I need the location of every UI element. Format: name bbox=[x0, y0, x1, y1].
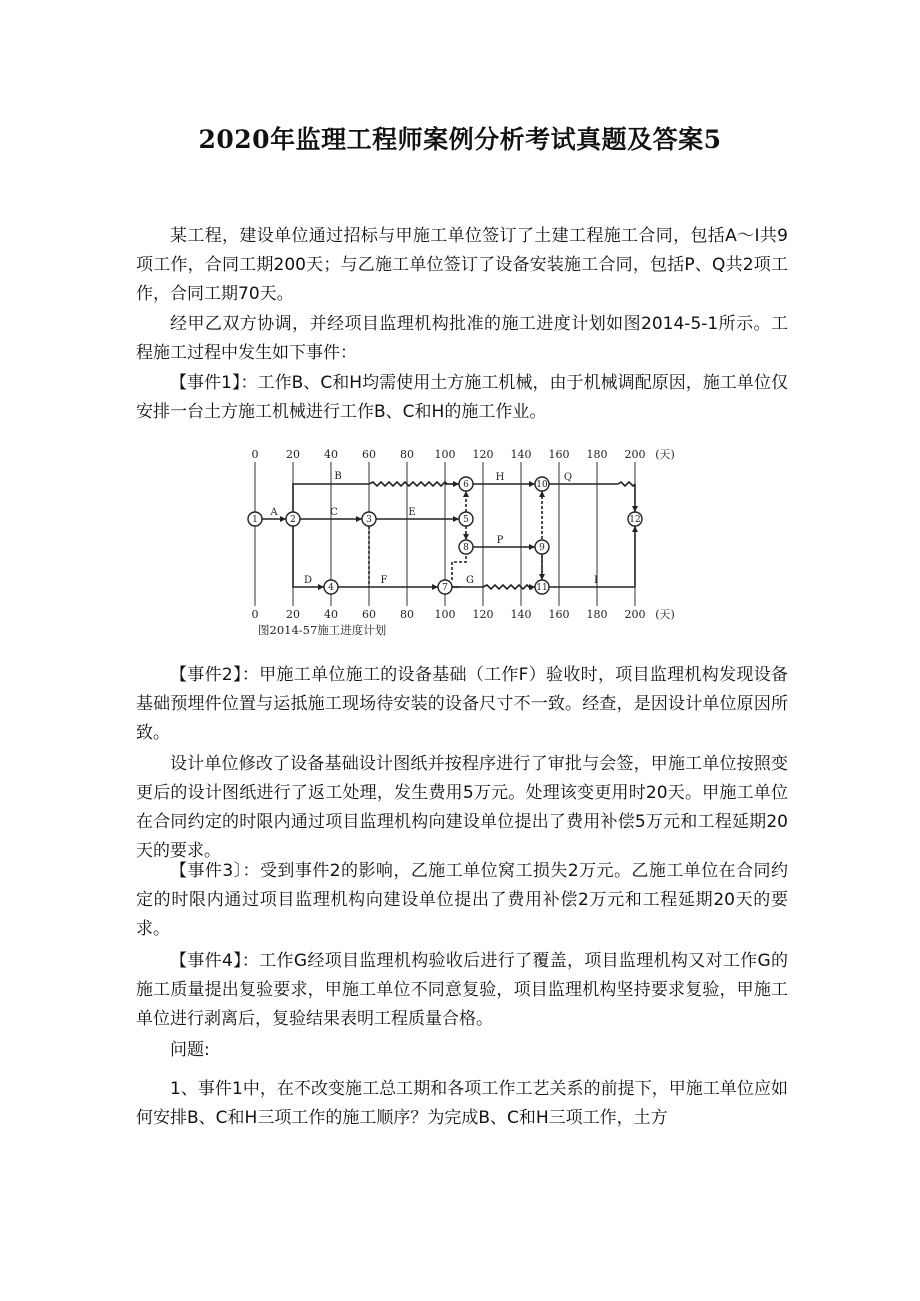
node-label: 11 bbox=[536, 583, 548, 593]
tick-label: 80 bbox=[400, 608, 414, 621]
activity-arrows bbox=[262, 482, 635, 589]
paragraph-event-2: 【事件2】：甲施工单位施工的设备基础（工作F）验收时，项目监理机构发现设备基础预埋件位置与运抵施工现场待安装的设备尺寸不一致。经查，是因设计单位原因所致。 bbox=[136, 665, 788, 743]
node-label: 3 bbox=[366, 515, 372, 525]
activity-label-f: F bbox=[380, 575, 388, 586]
node-label: 10 bbox=[536, 480, 548, 490]
activity-labels bbox=[269, 471, 598, 586]
paragraph-event-4: 【事件4】：工作G经项目监理机构验收后进行了覆盖，项目监理机构又对工作G的施工质量提出复验要求，甲施工单位不同意复验，项目监理机构坚持要求复验，甲施工单位进行剥离后，复验结果表明工程质量合格。 bbox=[136, 951, 788, 1029]
paragraph-design-change: 设计单位修改了设备基础设计图纸并按程序进行了审批与会签，甲施工单位按照变更后的设计图纸进行了返工处理，发生费用5万元。处理该变更用时20天。甲施工单位在合同约定的时限内通过项目监理机构向建设单位提出了费用补偿5万元和工程延期20天的要求。 bbox=[136, 754, 788, 861]
activity-label-b: B bbox=[334, 471, 342, 482]
tick-label: 200 bbox=[624, 608, 646, 621]
arrowheads bbox=[280, 481, 641, 590]
schedule-network-figure bbox=[238, 448, 682, 644]
tick-label: 0 bbox=[251, 608, 259, 621]
activity-label-g: G bbox=[466, 575, 474, 586]
tick-label: 60 bbox=[362, 608, 376, 621]
node-label: 4 bbox=[328, 583, 334, 593]
tick-label: 140 bbox=[510, 448, 532, 461]
node-label: 7 bbox=[442, 583, 448, 593]
paragraph-event-3: 【事件3〕：受到事件2的影响，乙施工单位窝工损失2万元。乙施工单位在合同约定的时限内通过项目监理机构向建设单位提出了费用补偿2万元和工程延期20天的要求。 bbox=[136, 861, 788, 939]
tick-label: 80 bbox=[400, 448, 414, 461]
page-title: 2020年监理工程师案例分析考试真题及答案5 bbox=[198, 125, 722, 154]
bottom-axis bbox=[252, 608, 675, 621]
tick-label: 100 bbox=[434, 608, 456, 621]
tick-label: 0 bbox=[251, 448, 259, 461]
activity-label-c: C bbox=[330, 507, 338, 518]
tick-label: 200 bbox=[624, 448, 646, 461]
node-label: 1 bbox=[252, 515, 258, 525]
time-scaled-network-diagram bbox=[238, 448, 682, 644]
tick-label: 100 bbox=[434, 448, 456, 461]
tick-label: 40 bbox=[324, 448, 338, 461]
activity-label-d: D bbox=[303, 575, 313, 586]
tick-label: 20 bbox=[286, 448, 300, 461]
axis-unit: (天) bbox=[655, 448, 675, 461]
activity-label-q: Q bbox=[563, 472, 573, 483]
tick-label: 40 bbox=[324, 608, 338, 621]
tick-label: 180 bbox=[586, 448, 608, 461]
tick-label: 160 bbox=[548, 608, 570, 621]
paragraph-intro: 某工程，建设单位通过招标与甲施工单位签订了土建工程施工合同，包括A～I共9项工作，合同工期200天；与乙施工单位签订了设备安装施工合同，包括P、Q共2项工作，合同工期70天。 bbox=[136, 226, 788, 304]
activity-label-i: I bbox=[594, 575, 598, 586]
activity-label-p: P bbox=[496, 535, 504, 546]
tick-label: 160 bbox=[548, 448, 570, 461]
figure-caption: 图2014-57施工进度计划 bbox=[258, 623, 387, 637]
tick-label: 60 bbox=[362, 448, 376, 461]
node-label: 8 bbox=[463, 543, 469, 553]
paragraph-question-1: 1、事件1中，在不改变施工总工期和各项工作工艺关系的前提下，甲施工单位应如何安排B、C和H三项工作的施工顺序？为完成B、C和H三项工作，土方 bbox=[136, 1079, 788, 1128]
node-label: 12 bbox=[629, 515, 641, 525]
node-label: 5 bbox=[463, 515, 469, 525]
activity-label-h: H bbox=[495, 472, 505, 483]
paragraph-coordination: 经甲乙双方协调，并经项目监理机构批准的施工进度计划如图2014-5-1所示。工程施工过程中发生如下事件： bbox=[136, 314, 788, 363]
axis-unit: (天) bbox=[655, 608, 675, 621]
paragraph-event-1: 【事件1】：工作B、C和H均需使用土方施工机械，由于机械调配原因，施工单位仅安排一台土方施工机械进行工作B、C和H的施工作业。 bbox=[136, 373, 788, 422]
tick-label: 140 bbox=[510, 608, 532, 621]
paragraph-questions-heading: 问题: bbox=[170, 1040, 210, 1060]
top-axis bbox=[252, 448, 675, 461]
node-label: 6 bbox=[463, 480, 469, 490]
tick-label: 120 bbox=[472, 608, 494, 621]
tick-label: 180 bbox=[586, 608, 608, 621]
node-label: 2 bbox=[290, 515, 296, 525]
tick-label: 20 bbox=[286, 608, 300, 621]
activity-label-a: A bbox=[270, 507, 278, 518]
node-label: 9 bbox=[539, 543, 545, 553]
activity-label-e: E bbox=[408, 507, 416, 518]
tick-label: 120 bbox=[472, 448, 494, 461]
